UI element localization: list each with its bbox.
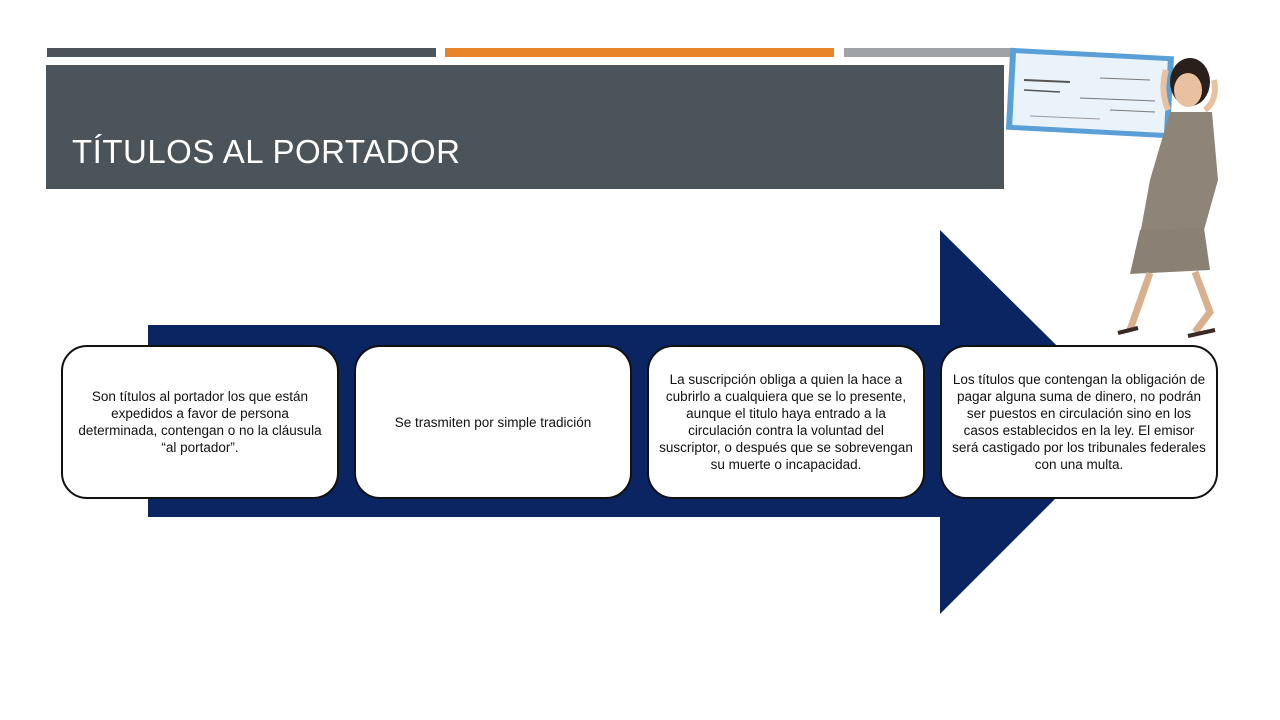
process-step-3 <box>647 345 925 499</box>
process-step-4 <box>940 345 1218 499</box>
process-step-3-text: La suscripción obliga a quien la hace a cubrirlo a cualquiera que se lo presente, aunque el titulo haya entrado a la circulación contra la voluntad del suscriptor, o después que se sobrevengan su muerte o incapacidad. <box>659 372 913 472</box>
woman-holding-check-image <box>990 30 1250 350</box>
process-step-4-text: Los títulos que contengan la obligación de pagar alguna suma de dinero, no podrán ser puestos en circulación sino en los casos establecidos en la ley. El emisor será castigado por los tribunales federales con una multa. <box>952 372 1206 472</box>
process-step-1 <box>61 345 339 499</box>
process-step-2-text: Se trasmiten por simple tradición <box>394 414 592 430</box>
process-step-1-text: Son títulos al portador los que están expedidos a favor de persona determinada, contengan o no la cláusula “al portador”. <box>78 389 322 455</box>
check-graphic <box>1006 48 1174 138</box>
slide-title: TÍTULOS AL PORTADOR <box>72 133 461 170</box>
process-step-2 <box>354 345 632 499</box>
